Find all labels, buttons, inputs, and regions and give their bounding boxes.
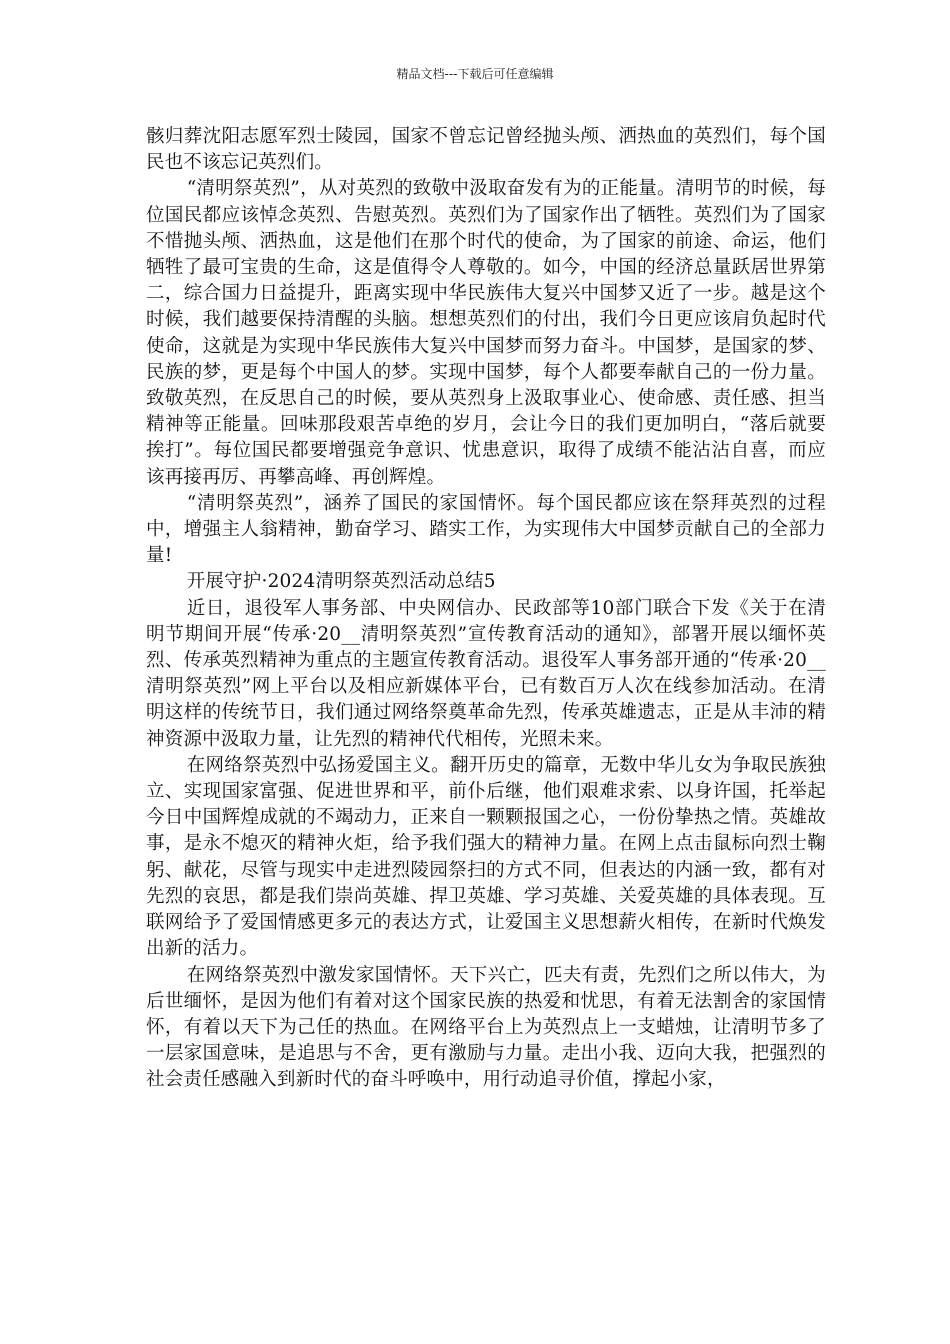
paragraph-continuation: 骸归葬沈阳志愿军烈士陵园，国家不曾忘记曾经抛头颅、洒热血的英烈们，每个国民也不该忘记英烈们。 xyxy=(146,126,826,174)
paragraph: “清明祭英烈”，涵养了国民的家国情怀。每个国民都应该在祭拜英烈的过程中，增强主人翁精神，勤奋学习、踏实工作，为实现伟大中国梦贡献自己的全部力量! xyxy=(146,492,826,567)
paragraph: 在网络祭英烈中弘扬爱国主义。翻开历史的篇章，无数中华儿女为争取民族独立、实现国家富强、促进世界和平，前仆后继，他们艰难求索、以身许国，托举起今日中国辉煌成就的不竭动力，正来自一颗颗报国之心，一份份挚热之情。英雄故事，是永不熄灭的精神火炬，给予我们强大的精神力量。在网上点击鼠标向烈士鞠躬、献花，尽管与现实中走进烈陵园祭扫的方式不同，但表达的内涵一致，都有对先烈的哀思，都是我们崇尚英雄、捍卫英雄、学习英雄、关爱英雄的具体表现。互联网给予了爱国情感更多元的表达方式，让爱国主义思想薪火相传，在新时代焕发出新的活力。 xyxy=(146,754,826,960)
paragraph: “清明祭英烈”，从对英烈的致敬中汲取奋发有为的正能量。清明节的时候，每位国民都应该悼念英烈、告慰英烈。英烈们为了国家作出了牺牲。英烈们为了国家不惜抛头颅、洒热血，这是他们在那个时代的使命，为了国家的前途、命运，他们牺牲了最可宝贵的生命，这是值得令人尊敬的。如今，中国的经济总量跃居世界第二，综合国力日益提升，距离实现中华民族伟大复兴中国梦又近了一步。越是这个时候，我们越要保持清醒的头脑。想想英烈们的付出，我们今日更应该肩负起时代使命，这就是为实现中华民族伟大复兴中国梦而努力奋斗。中国梦，是国家的梦、民族的梦，更是每个中国人的梦。实现中国梦，每个人都要奉献自己的一份力量。致敬英烈，在反思自己的时候，要从英烈身上汲取事业心、使命感、责任感、担当精神等正能量。回味那段艰苦卓绝的岁月，会让今日的我们更加明白，“落后就要挨打”。每位国民都要增强竞争意识、忧患意识，取得了成绩不能沾沾自喜，而应该再接再厉、再攀高峰、再创辉煌。 xyxy=(146,178,826,488)
paragraph: 近日，退役军人事务部、中央网信办、民政部等10部门联合下发《关于在清明节期间开展“传承·20__清明祭英烈”宣传教育活动的通知》，部署开展以缅怀英烈、传承英烈精神为重点的主题宣传教育活动。退役军人事务部开通的“传承·20__清明祭英烈”网上平台以及相应新媒体平台，已有数百万人次在线参加活动。在清明这样的传统节日，我们通过网络祭奠革命先烈，传承英雄遗志，正是从丰沛的精神资源中汲取力量，让先烈的精神代代相传，光照未来。 xyxy=(146,597,826,750)
document-body xyxy=(146,124,826,1094)
page-header: 精品文档---下载后可任意编辑 xyxy=(396,67,554,81)
paragraph: 在网络祭英烈中激发家国情怀。天下兴亡，匹夫有责，先烈们之所以伟大，为后世缅怀，是因为他们有着对这个国家民族的热爱和忧思，有着无法割舍的家国情怀，有着以天下为己任的热血。在网络平台上为英烈点上一支蜡烛，让清明节多了一层家国意味，是追思与不舍，更有激励与力量。走出小我、迈向大我，把强烈的社会责任感融入到新时代的奋斗呼唤中，用行动追寻价值，撑起小家， xyxy=(146,964,826,1091)
section-title: 开展守护·2024清明祭英烈活动总结5 xyxy=(186,571,496,593)
